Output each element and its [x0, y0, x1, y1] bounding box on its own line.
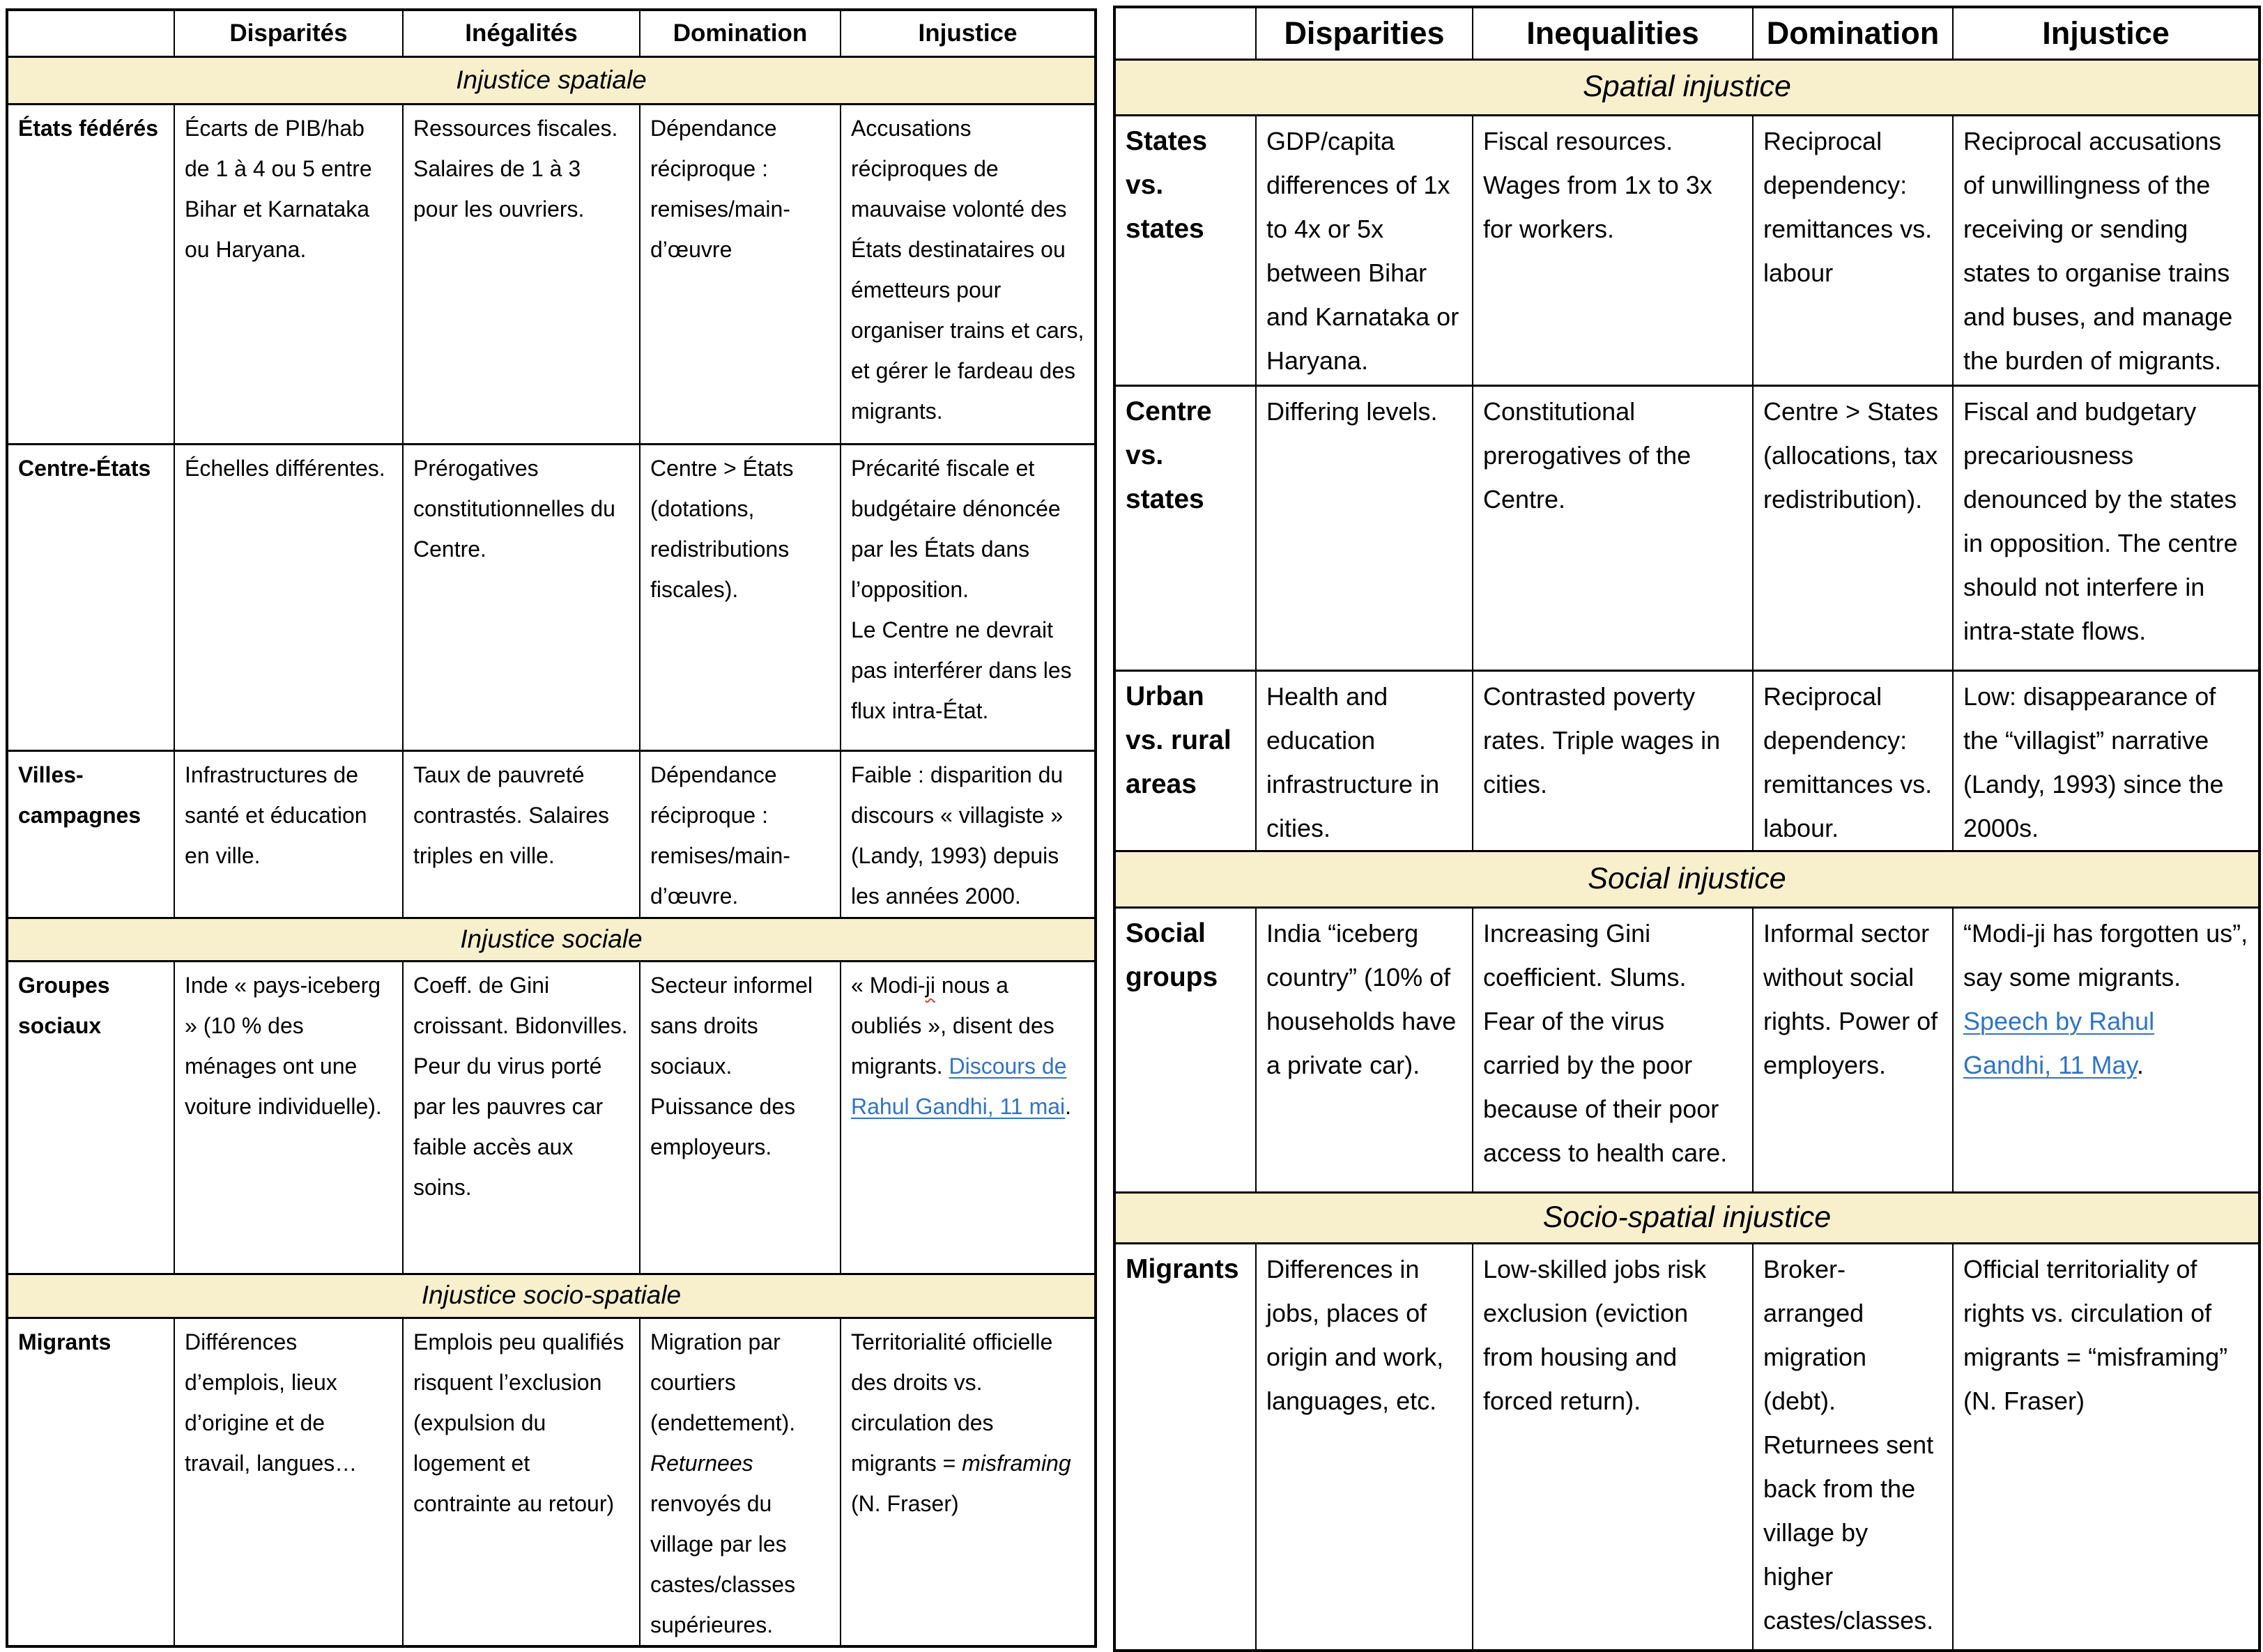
- section-band-row: [7, 918, 1096, 961]
- cell: Emplois peu qualifiés risquent l’exclusion (expulsion du logement et contrainte au retour): [403, 1318, 640, 1646]
- col-header-injustice: Injustice: [1953, 7, 2260, 59]
- cell: Ressources fiscales. Salaires de 1 à 3 pour les ouvriers.: [403, 104, 640, 444]
- section-band-socio-spatial-injustice: Socio-spatial injustice: [1114, 1192, 2260, 1243]
- cell-text: Précarité fiscale et budgétaire dénoncée par les États dans l’opposition.: [851, 455, 1061, 602]
- header-row: [1114, 7, 2260, 59]
- row-header-groupes-sociaux: Groupes sociaux: [7, 961, 174, 1274]
- col-header-disparities: Disparities: [1256, 7, 1473, 59]
- cell-text: nous a oubliés », disent des migrants.: [851, 972, 1054, 1079]
- cell: Fiscal resources. Wages from 1x to 3x for workers.: [1473, 115, 1753, 385]
- cell: Reciprocal accusations of unwillingness of the receiving or sending states to organise trains and buses, and manage the burden of migrants.: [1953, 115, 2260, 385]
- section-band-row: [7, 56, 1096, 104]
- cell-text-italic: misframing: [962, 1450, 1071, 1476]
- table-row: [7, 1318, 1096, 1646]
- col-header-inequalities: Inequalities: [1473, 7, 1753, 59]
- link-speech-rahul-gandhi[interactable]: Speech by Rahul Gandhi, 11 May: [1963, 1006, 2155, 1079]
- cell: Health and education infrastructure in cities.: [1256, 670, 1473, 851]
- cell: Contrasted poverty rates. Triple wages in cities.: [1473, 670, 1753, 851]
- cell: Coeff. de Gini croissant. Bidonvilles. Peur du virus porté par les pauvres car faible accès aux soins.: [403, 961, 640, 1274]
- cell: Centre > States (allocations, tax redistribution).: [1753, 385, 1953, 670]
- row-header-urban-vs-rural: Urban vs. rural areas: [1114, 670, 1256, 851]
- row-header-centre-vs-states: Centre vs. states: [1114, 385, 1256, 670]
- english-table: [1113, 6, 2261, 1652]
- cell-text: .: [2136, 1050, 2144, 1079]
- col-header-domination: Domination: [1753, 7, 1953, 59]
- table-row: [1114, 385, 2260, 670]
- section-band-row: [7, 1274, 1096, 1318]
- cell: [841, 961, 1096, 1274]
- cell: Differences in jobs, places of origin and work, languages, etc.: [1256, 1243, 1473, 1651]
- cell: Low-skilled jobs risk exclusion (eviction from housing and forced return).: [1473, 1243, 1753, 1651]
- cell: Informal sector without social rights. Power of employers.: [1753, 907, 1953, 1192]
- cell: Reciprocal dependency: remittances vs. labour.: [1753, 670, 1953, 851]
- table-row: [7, 444, 1096, 750]
- cell: Infrastructures de santé et éducation en ville.: [174, 750, 403, 918]
- cell: Reciprocal dependency: remittances vs. labour: [1753, 115, 1953, 385]
- section-band-row: [1114, 59, 2260, 115]
- section-band-spatial-injustice: Spatial injustice: [1114, 59, 2260, 115]
- cell: Secteur informel sans droits sociaux. Puissance des employeurs.: [640, 961, 841, 1274]
- row-header-migrants-fr: Migrants: [7, 1318, 174, 1646]
- link-discours-rahul-gandhi[interactable]: Discours de Rahul Gandhi, 11 mai: [851, 1053, 1067, 1119]
- row-header-states-vs-states: States vs. states: [1114, 115, 1256, 385]
- cell: [841, 1318, 1096, 1646]
- cell: Fiscal and budgetary precariousness denounced by the states in opposition. The centre should not interfere in intra-state flows.: [1953, 385, 2260, 670]
- cell: [1753, 1243, 1953, 1651]
- cell: Taux de pauvreté contrastés. Salaires triples en ville.: [403, 750, 640, 918]
- table-row: [1114, 670, 2260, 851]
- cell: Low: disappearance of the “villagist” narrative (Landy, 1993) since the 2000s.: [1953, 670, 2260, 851]
- cell: Dépendance réciproque : remises/main-d’œuvre: [640, 104, 841, 444]
- table-row: [1114, 115, 2260, 385]
- col-header-injustice: Injustice: [841, 10, 1096, 56]
- cell: Dépendance réciproque : remises/main-d’œuvre.: [640, 750, 841, 918]
- corner-cell: [7, 10, 174, 56]
- cell: Écarts de PIB/hab de 1 à 4 ou 5 entre Bihar et Karnataka ou Haryana.: [174, 104, 403, 444]
- cell-text: (N. Fraser): [851, 1490, 959, 1516]
- corner-cell: [1114, 7, 1256, 59]
- col-header-inegalites: Inégalités: [403, 10, 640, 56]
- row-header-social-groups: Social groups: [1114, 907, 1256, 1192]
- row-header-etats-federes: États fédérés: [7, 104, 174, 444]
- cell: Differing levels.: [1256, 385, 1473, 670]
- section-band-social-injustice: Social injustice: [1114, 851, 2260, 907]
- cell-text: Territorialité officielle des droits vs. circulation des migrants =: [851, 1329, 1053, 1476]
- cell: Accusations réciproques de mauvaise volonté des États destinataires ou émetteurs pour organiser trains et cars, et gérer le fardeau des migrants.: [841, 104, 1096, 444]
- header-row: [7, 10, 1096, 56]
- table-row: [7, 961, 1096, 1274]
- cell: Faible : disparition du discours « villagiste » (Landy, 1993) depuis les années 2000.: [841, 750, 1096, 918]
- section-band-row: [1114, 851, 2260, 907]
- table-row: [7, 104, 1096, 444]
- cell: Centre > États (dotations, redistributions fiscales).: [640, 444, 841, 750]
- table-row: [1114, 1243, 2260, 1651]
- cell: [1953, 907, 2260, 1192]
- cell-text: .: [1065, 1093, 1072, 1119]
- col-header-domination: Domination: [640, 10, 841, 56]
- row-header-villes-campagnes: Villes-campagnes: [7, 750, 174, 918]
- cell: India “iceberg country” (10% of households have a private car).: [1256, 907, 1473, 1192]
- spellcheck-word: ji: [925, 972, 935, 998]
- cell: [841, 444, 1096, 750]
- cell-text: Returnees sent back from the village by higher castes/classes.: [1763, 1430, 1934, 1635]
- cell: Différences d’emplois, lieux d’origine et de travail, langues…: [174, 1318, 403, 1646]
- cell: Constitutional prerogatives of the Centre.: [1473, 385, 1753, 670]
- cell: Échelles différentes.: [174, 444, 403, 750]
- section-band-injustice-socio-spatiale: Injustice socio-spatiale: [7, 1274, 1096, 1318]
- cell-text: « Modi-: [851, 972, 926, 998]
- table-row: [7, 750, 1096, 918]
- section-band-injustice-sociale: Injustice sociale: [7, 918, 1096, 961]
- cell-text-italic: Returnees: [650, 1450, 753, 1476]
- row-header-migrants-en: Migrants: [1114, 1243, 1256, 1651]
- cell: Inde « pays-iceberg » (10 % des ménages ont une voiture individuelle).: [174, 961, 403, 1274]
- row-header-centre-etats: Centre-États: [7, 444, 174, 750]
- cell: Official territoriality of rights vs. circulation of migrants = “misframing” (N. Fraser): [1953, 1243, 2260, 1651]
- french-table: [6, 8, 1097, 1648]
- cell: Increasing Gini coefficient. Slums. Fear of the virus carried by the poor because of their poor access to health care.: [1473, 907, 1753, 1192]
- table-row: [1114, 907, 2260, 1192]
- cell-text: “Modi-ji has forgotten us”, say some migrants.: [1963, 918, 2248, 991]
- cell-text: Broker-arranged migration (debt).: [1763, 1254, 1867, 1415]
- section-band-injustice-spatiale: Injustice spatiale: [7, 56, 1096, 104]
- cell-text: Le Centre ne devrait pas interférer dans les flux intra-État.: [851, 617, 1072, 723]
- cell-text: renvoyés du village par les castes/classes supérieures.: [650, 1490, 796, 1637]
- cell-text: Migration par courtiers (endettement).: [650, 1329, 796, 1435]
- cell: [640, 1318, 841, 1646]
- cell: Prérogatives constitutionnelles du Centre.: [403, 444, 640, 750]
- cell: GDP/capita differences of 1x to 4x or 5x between Bihar and Karnataka or Haryana.: [1256, 115, 1473, 385]
- section-band-row: [1114, 1192, 2260, 1243]
- col-header-disparites: Disparités: [174, 10, 403, 56]
